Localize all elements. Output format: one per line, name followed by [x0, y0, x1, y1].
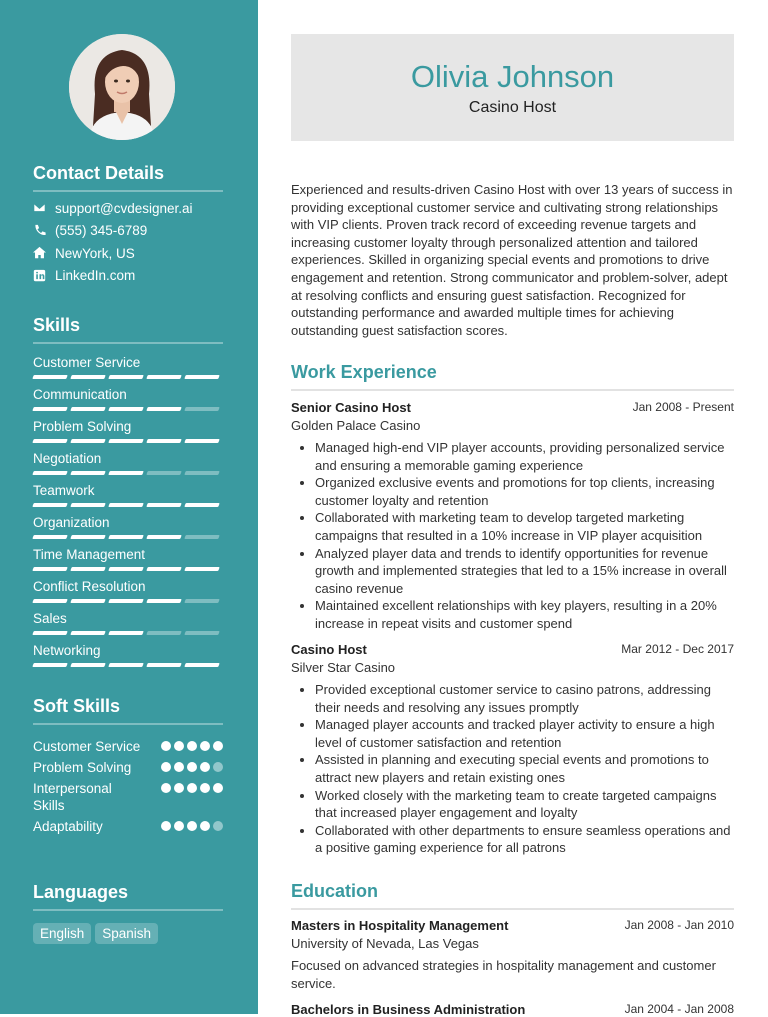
job-bullet: • Analyzed player data and trends to identify opportunities for revenue growth and implemented strategies that led to a 15% increase in overall casino revenue [315, 545, 734, 598]
skill-level-segment [184, 375, 219, 379]
skills-section [33, 315, 223, 673]
skill-label: Conflict Resolution [33, 579, 146, 594]
rating-dot [213, 762, 223, 772]
rating-dot [213, 741, 223, 751]
skill-level-segment [146, 535, 181, 539]
job-role: Casino Host [291, 642, 367, 657]
rating-dot [213, 821, 223, 831]
skill-level-segment [184, 503, 219, 507]
job-role: Senior Casino Host [291, 400, 411, 415]
education-dates: Jan 2004 - Jan 2008 [624, 1002, 734, 1016]
skill-level-bar [33, 407, 219, 411]
skill-item [33, 417, 223, 449]
rating-dot [174, 741, 184, 751]
job-bullet: • Organized exclusive events and promotions for top clients, increasing customer loyalty and retention [315, 474, 734, 509]
contact-location: NewYork, US [33, 245, 223, 262]
skill-level-segment [146, 631, 181, 635]
skill-item [33, 385, 223, 417]
skill-level-segment [32, 439, 67, 443]
skill-level-segment [32, 631, 67, 635]
skill-level-segment [146, 663, 181, 667]
skill-label: Organization [33, 515, 110, 530]
skill-label: Networking [33, 643, 101, 658]
candidate-title: Casino Host [468, 99, 557, 116]
job-bullet: • Assisted in planning and executing special events and promotions to attract new players and retain existing ones [315, 751, 734, 786]
work-heading: Work Experience [291, 362, 734, 391]
skill-level-segment [184, 567, 219, 571]
job-entry [291, 400, 734, 633]
contact-section [33, 163, 223, 284]
skill-level-segment [108, 375, 143, 379]
skill-level-segment [70, 375, 105, 379]
education-degree: Bachelors in Business Administration [291, 1002, 526, 1017]
header-box [291, 34, 734, 141]
skill-level-bar [33, 503, 219, 507]
skill-level-bar [33, 567, 219, 571]
job-bullet: • Maintained excellent relationships with key players, resulting in a 20% increase in repeat visits and customer spend [315, 597, 734, 632]
job-company: Silver Star Casino [291, 660, 396, 675]
profile-summary: Experienced and results-driven Casino Host with over 13 years of success in providing exceptional customer service and cultivating strong relationships with VIP clients. Proven track record of exceeding revenue targets and increasing customer loyalty through personalized attention and tailored experiences. Skilled in organizing special events and promotions to drive engagement and retention. Strong communicator and problem-solver, adept at resolving conflicts and ensuring guest satisfaction. Recognized for outstanding performance and awarded multiple times for achieving outstanding guest satisfaction scores. [291, 182, 733, 338]
skill-level-segment [32, 375, 67, 379]
education-description: Focused on advanced strategies in hospitality management and customer service. [291, 958, 716, 991]
job-dates: Mar 2012 - Dec 2017 [621, 642, 734, 656]
skill-level-segment [184, 631, 219, 635]
skill-level-segment [70, 503, 105, 507]
skill-level-segment [108, 599, 143, 603]
skill-level-segment [32, 535, 67, 539]
skill-level-segment [32, 407, 67, 411]
skill-level-segment [108, 503, 143, 507]
skill-level-bar [33, 599, 219, 603]
profile-photo [69, 34, 175, 140]
job-bullet: • Worked closely with the marketing team to create targeted campaigns that increased player engagement and loyalty [315, 787, 734, 822]
education-dates: Jan 2008 - Jan 2010 [624, 918, 734, 932]
skill-item [33, 353, 223, 385]
skill-level-segment [146, 375, 181, 379]
skill-level-segment [146, 471, 181, 475]
skill-level-segment [184, 471, 219, 475]
skill-level-segment [70, 567, 105, 571]
job-bullet: • Managed high-end VIP player accounts, providing personalized service and ensuring a memorable gaming experience [315, 439, 734, 474]
rating-dot [161, 783, 171, 793]
rating-dot [161, 741, 171, 751]
contact-phone[interactable]: (555) 345-6789 [33, 223, 223, 240]
education-entry [291, 1002, 734, 1017]
job-bullet: • Collaborated with other departments to ensure seamless operations and a positive gaming experience for all patrons [315, 822, 734, 857]
skill-label: Problem Solving [33, 419, 132, 434]
rating-dot [161, 762, 171, 772]
skill-item [33, 609, 223, 641]
rating-dot [200, 783, 210, 793]
language-tag: English [33, 923, 91, 944]
skill-level-segment [146, 439, 181, 443]
contact-heading: Contact Details [33, 163, 223, 192]
skill-level-segment [146, 567, 181, 571]
job-company: Golden Palace Casino [291, 418, 421, 433]
rating-dot [174, 821, 184, 831]
soft-skill-label: Problem Solving [33, 760, 132, 775]
job-bullet: • Collaborated with marketing team to develop targeted marketing campaigns that resulted in a 10% increase in VIP player acquisition [315, 509, 734, 544]
rating-dot [174, 762, 184, 772]
phone-icon [33, 224, 47, 238]
skill-level-segment [70, 535, 105, 539]
soft-skill-item [33, 780, 223, 814]
skill-level-segment [108, 471, 143, 475]
skill-level-segment [70, 599, 105, 603]
skill-level-segment [32, 599, 67, 603]
job-bullet: • Provided exceptional customer service to casino patrons, addressing their needs and resolving any issues promptly [315, 681, 734, 716]
soft-skill-label: Adaptability [33, 819, 103, 834]
soft-skill-rating [161, 821, 223, 831]
skill-level-segment [70, 663, 105, 667]
soft-skill-rating [161, 741, 223, 751]
rating-dot [200, 821, 210, 831]
skill-level-segment [32, 567, 67, 571]
skill-level-segment [146, 599, 181, 603]
soft-skill-label: Customer Service [33, 739, 141, 754]
rating-dot [187, 783, 197, 793]
soft-skill-label: Interpersonal Skills [33, 781, 112, 813]
skill-level-segment [32, 663, 67, 667]
skill-level-segment [108, 631, 143, 635]
skill-level-segment [184, 663, 219, 667]
linkedin-icon [33, 269, 47, 283]
skill-level-segment [32, 471, 67, 475]
skill-level-bar [33, 535, 219, 539]
skill-level-bar [33, 663, 219, 667]
soft-skill-item [33, 759, 223, 776]
language-tag: Spanish [95, 923, 158, 944]
skill-level-bar [33, 375, 219, 379]
soft-skill-item [33, 818, 223, 835]
skill-level-segment [108, 535, 143, 539]
languages-heading: Languages [33, 882, 223, 911]
skill-label: Time Management [33, 547, 146, 562]
skills-heading: Skills [33, 315, 223, 344]
skill-level-bar [33, 471, 219, 475]
soft-skill-rating [161, 762, 223, 772]
skill-item [33, 513, 223, 545]
rating-dot [187, 741, 197, 751]
job-bullet: • Managed player accounts and tracked player activity to ensure a high level of customer satisfaction and retention [315, 716, 734, 751]
soft-skills-section [33, 696, 223, 841]
skill-level-segment [184, 535, 219, 539]
rating-dot [187, 821, 197, 831]
skill-level-bar [33, 631, 219, 635]
skill-level-segment [70, 631, 105, 635]
skill-level-segment [184, 599, 219, 603]
education-entry [291, 918, 734, 992]
rating-dot [200, 741, 210, 751]
rating-dot [200, 762, 210, 772]
skill-level-segment [184, 407, 219, 411]
envelope-icon [33, 201, 47, 215]
skill-label: Customer Service [33, 355, 141, 370]
job-dates: Jan 2008 - Present [632, 400, 734, 414]
skill-level-segment [108, 567, 143, 571]
skill-level-segment [70, 471, 105, 475]
education-degree: Masters in Hospitality Management [291, 918, 509, 933]
sidebar [0, 0, 258, 1014]
soft-skills-heading: Soft Skills [33, 696, 223, 725]
job-entry [291, 642, 734, 857]
skill-level-segment [108, 439, 143, 443]
avatar [69, 34, 175, 140]
skill-item [33, 449, 223, 481]
soft-skill-item [33, 738, 223, 755]
skill-level-segment [108, 663, 143, 667]
skill-label: Communication [33, 387, 127, 402]
rating-dot [213, 783, 223, 793]
skill-level-segment [184, 439, 219, 443]
contact-linkedin[interactable]: LinkedIn.com [33, 268, 223, 285]
skill-level-segment [146, 503, 181, 507]
rating-dot [174, 783, 184, 793]
education-heading: Education [291, 881, 734, 910]
skill-level-bar [33, 439, 219, 443]
skill-level-segment [70, 407, 105, 411]
skill-item [33, 641, 223, 673]
skill-level-segment [108, 407, 143, 411]
rating-dot [187, 762, 197, 772]
candidate-name: Olivia Johnson [410, 59, 615, 94]
job-bullets [291, 681, 734, 857]
skill-level-segment [70, 439, 105, 443]
skill-level-segment [146, 407, 181, 411]
skill-label: Negotiation [33, 451, 102, 466]
rating-dot [161, 821, 171, 831]
skill-item [33, 577, 223, 609]
education-school: University of Nevada, Las Vegas [291, 936, 479, 951]
skill-label: Sales [33, 611, 67, 626]
languages-section [33, 882, 223, 944]
skill-item [33, 545, 223, 577]
soft-skill-rating [161, 783, 223, 793]
skill-item [33, 481, 223, 513]
skill-label: Teamwork [33, 483, 95, 498]
home-icon [33, 246, 47, 260]
skill-level-segment [32, 503, 67, 507]
job-bullets [291, 439, 734, 633]
contact-email[interactable]: support@cvdesigner.ai [33, 200, 223, 217]
